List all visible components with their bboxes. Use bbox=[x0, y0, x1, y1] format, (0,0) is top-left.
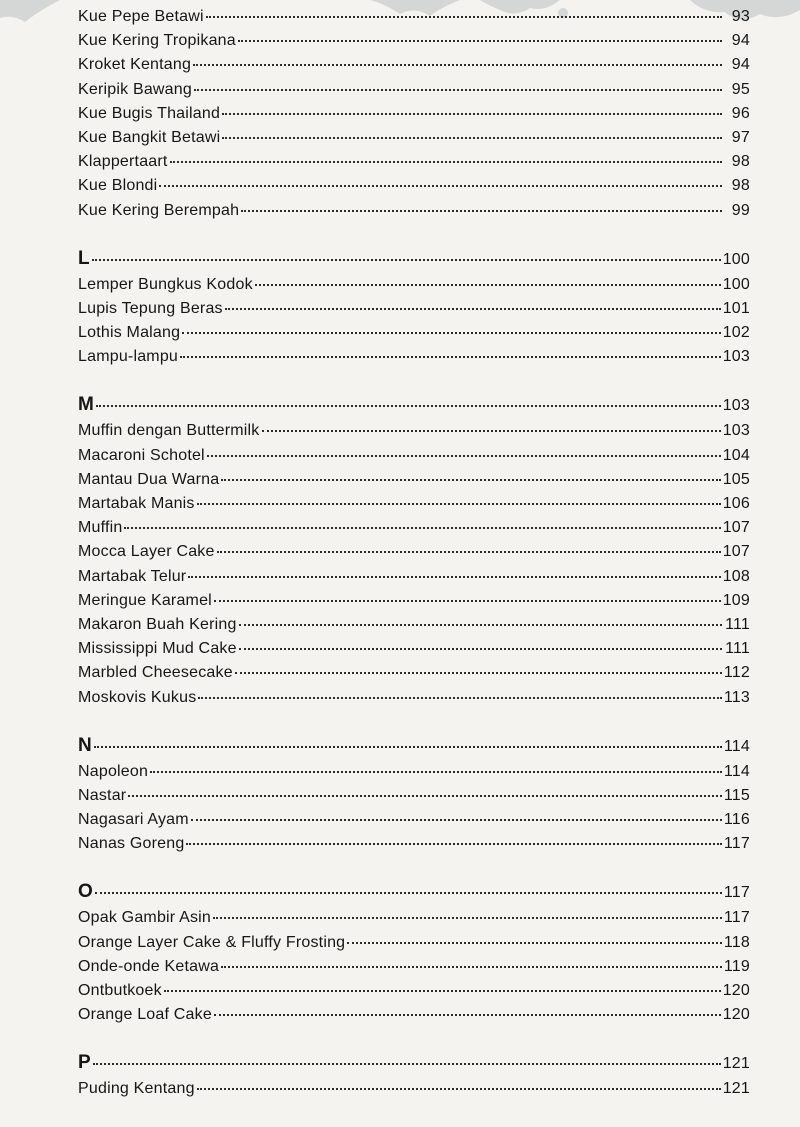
dot-leader bbox=[213, 917, 722, 919]
entry-title: Muffin bbox=[78, 519, 123, 537]
toc-entry bbox=[78, 787, 750, 811]
page-number: 114 bbox=[723, 762, 750, 780]
toc-entry bbox=[78, 934, 750, 958]
page-number: 103 bbox=[722, 348, 750, 366]
dot-leader bbox=[93, 1063, 721, 1065]
dot-leader bbox=[193, 64, 722, 66]
dot-leader bbox=[128, 795, 722, 797]
toc-entry bbox=[78, 568, 750, 592]
page-number: 114 bbox=[723, 737, 750, 755]
toc-entry bbox=[78, 105, 750, 129]
dot-leader bbox=[180, 356, 721, 358]
entry-title: Martabak Telur bbox=[78, 567, 187, 585]
toc-entry bbox=[78, 8, 750, 32]
section-letter: L bbox=[78, 247, 90, 269]
page-number: 96 bbox=[731, 104, 750, 122]
entry-title: Opak Gambir Asin bbox=[78, 909, 212, 927]
page-number: 95 bbox=[731, 80, 750, 98]
dot-leader bbox=[221, 479, 720, 481]
page-number: 103 bbox=[722, 397, 750, 415]
entry-title: Lothis Malang bbox=[78, 324, 181, 342]
entry-title: Kroket Kentang bbox=[78, 56, 192, 74]
entry-title: Lemper Bungkus Kodok bbox=[78, 275, 253, 293]
toc-entry bbox=[78, 689, 750, 713]
entry-title: Klappertaart bbox=[78, 153, 168, 171]
toc-section bbox=[78, 735, 750, 860]
page-number: 116 bbox=[723, 811, 750, 829]
page-number: 115 bbox=[723, 786, 750, 804]
dot-leader bbox=[222, 113, 722, 115]
toc-entry bbox=[78, 56, 750, 80]
page-number: 100 bbox=[722, 275, 750, 293]
page-number: 113 bbox=[723, 688, 750, 706]
entry-title: Puding Kentang bbox=[78, 1080, 195, 1098]
toc-entry bbox=[78, 471, 750, 495]
entry-title: Muffin dengan Buttermilk bbox=[78, 422, 260, 440]
entry-title: Kue Bugis Thailand bbox=[78, 104, 221, 122]
toc-section bbox=[78, 1052, 750, 1104]
toc-entry bbox=[78, 129, 750, 153]
toc-entry bbox=[78, 202, 750, 226]
entry-title: Lampu-lampu bbox=[78, 348, 179, 366]
page-number: 98 bbox=[731, 153, 750, 171]
dot-leader bbox=[239, 648, 722, 650]
entry-title: Nastar bbox=[78, 786, 127, 804]
dot-leader bbox=[170, 161, 722, 163]
dot-leader bbox=[197, 1088, 721, 1090]
toc-section bbox=[78, 394, 750, 712]
toc-entry bbox=[78, 32, 750, 56]
table-of-contents bbox=[78, 8, 750, 1127]
toc-entry bbox=[78, 324, 750, 348]
section-heading bbox=[78, 1052, 750, 1080]
entry-title: Macaroni Schotel bbox=[78, 446, 205, 464]
page-number: 99 bbox=[731, 201, 750, 219]
page-number: 108 bbox=[722, 567, 750, 585]
page-number: 117 bbox=[723, 884, 750, 902]
toc-entry bbox=[78, 81, 750, 105]
dot-leader bbox=[214, 600, 721, 602]
toc-entry bbox=[78, 276, 750, 300]
entry-title: Napoleon bbox=[78, 762, 149, 780]
toc-entry bbox=[78, 519, 750, 543]
toc-entry bbox=[78, 422, 750, 446]
entry-title: Marbled Cheesecake bbox=[78, 664, 233, 682]
toc-entry bbox=[78, 640, 750, 664]
entry-title: Martabak Manis bbox=[78, 495, 195, 512]
toc-entry bbox=[78, 592, 750, 616]
dot-leader bbox=[186, 843, 721, 845]
entry-title: Nagasari Ayam bbox=[78, 811, 189, 829]
toc-entry bbox=[78, 835, 750, 859]
dot-leader bbox=[207, 455, 721, 457]
dot-leader bbox=[92, 259, 721, 261]
dot-leader bbox=[198, 697, 721, 699]
page-number: 98 bbox=[731, 177, 750, 195]
page-number: 107 bbox=[722, 543, 750, 561]
page-number: 118 bbox=[723, 933, 750, 951]
section-letter: N bbox=[78, 734, 92, 756]
page-number: 107 bbox=[722, 519, 750, 537]
dot-leader bbox=[206, 16, 722, 18]
entry-title: Keripik Bawang bbox=[78, 80, 192, 98]
entry-title: Kue Blondi bbox=[78, 177, 158, 195]
page-number: 94 bbox=[731, 32, 750, 50]
dot-leader bbox=[347, 942, 722, 944]
dot-leader bbox=[194, 89, 722, 91]
page-number: 119 bbox=[723, 957, 750, 975]
entry-title: Orange Layer Cake & Fluffy Frosting bbox=[78, 933, 346, 951]
dot-leader bbox=[217, 551, 721, 553]
entry-title: Mocca Layer Cake bbox=[78, 543, 215, 561]
dot-leader bbox=[159, 185, 722, 187]
page-number: 117 bbox=[723, 835, 750, 853]
toc-entry bbox=[78, 543, 750, 567]
toc-entry bbox=[78, 447, 750, 471]
section-letter: M bbox=[78, 394, 95, 416]
section-heading bbox=[78, 394, 750, 422]
section-letter: O bbox=[78, 881, 93, 903]
entry-title: Kue Bangkit Betawi bbox=[78, 128, 221, 146]
dot-leader bbox=[182, 332, 720, 334]
dot-leader bbox=[191, 819, 722, 821]
page-number: 100 bbox=[722, 250, 750, 268]
page-number: 109 bbox=[722, 591, 750, 609]
page-number: 121 bbox=[722, 1055, 750, 1073]
dot-leader bbox=[197, 503, 721, 505]
page-number: 103 bbox=[722, 422, 750, 440]
dot-leader bbox=[95, 892, 722, 894]
section-heading bbox=[78, 735, 750, 763]
dot-leader bbox=[222, 137, 722, 139]
dot-leader bbox=[164, 990, 721, 992]
toc-entry bbox=[78, 664, 750, 688]
toc-entry bbox=[78, 763, 750, 787]
toc-entry bbox=[78, 300, 750, 324]
page-number: 102 bbox=[722, 324, 750, 342]
dot-leader bbox=[221, 966, 722, 968]
page-number: 117 bbox=[723, 909, 750, 927]
section-heading bbox=[78, 248, 750, 276]
page-number: 97 bbox=[731, 128, 750, 146]
toc-entry bbox=[78, 811, 750, 835]
toc-entry bbox=[78, 495, 750, 519]
page-number: 121 bbox=[722, 1080, 750, 1098]
dot-leader bbox=[124, 527, 720, 529]
page-number: 112 bbox=[723, 664, 750, 682]
dot-leader bbox=[255, 284, 721, 286]
dot-leader bbox=[96, 405, 721, 407]
dot-leader bbox=[241, 210, 722, 212]
dot-leader bbox=[150, 771, 722, 773]
page-number: 111 bbox=[725, 640, 750, 658]
section-letter: P bbox=[78, 1052, 91, 1074]
page-number: 120 bbox=[722, 1006, 750, 1024]
dot-leader bbox=[262, 430, 721, 432]
page-number: 105 bbox=[722, 470, 750, 488]
toc-entry bbox=[78, 153, 750, 177]
page-number: 111 bbox=[725, 615, 750, 633]
toc-section bbox=[78, 881, 750, 1030]
entry-title: Nanas Goreng bbox=[78, 835, 185, 853]
dot-leader bbox=[239, 624, 722, 626]
toc-entry bbox=[78, 616, 750, 640]
page-number: 120 bbox=[722, 982, 750, 999]
dot-leader bbox=[188, 576, 720, 578]
toc-entry bbox=[78, 909, 750, 933]
dot-leader bbox=[238, 40, 722, 42]
entry-title: Orange Loaf Cake bbox=[78, 1006, 212, 1024]
entry-title: Kue Kering Berempah bbox=[78, 201, 240, 219]
page-number: 101 bbox=[722, 299, 750, 317]
entry-title: Kue Pepe Betawi bbox=[78, 8, 204, 25]
toc-entry bbox=[78, 1080, 750, 1104]
entry-title: Onde-onde Ketawa bbox=[78, 957, 220, 975]
toc-section bbox=[78, 248, 750, 373]
dot-leader bbox=[225, 308, 721, 310]
entry-title: Makaron Buah Kering bbox=[78, 615, 237, 633]
toc-entry bbox=[78, 348, 750, 372]
page-number: 94 bbox=[731, 56, 750, 74]
page-number: 104 bbox=[722, 446, 750, 464]
dot-leader bbox=[214, 1014, 721, 1016]
entry-title: Mantau Dua Warna bbox=[78, 470, 220, 488]
entry-title: Moskovis Kukus bbox=[78, 688, 197, 706]
page-number: 106 bbox=[722, 495, 750, 512]
dot-leader bbox=[235, 672, 722, 674]
toc-entry bbox=[78, 177, 750, 201]
entry-title: Kue Kering Tropikana bbox=[78, 32, 236, 50]
entry-title: Mississippi Mud Cake bbox=[78, 640, 237, 658]
toc-entry bbox=[78, 958, 750, 982]
toc-entry bbox=[78, 1006, 750, 1030]
section-heading bbox=[78, 881, 750, 909]
entry-title: Meringue Karamel bbox=[78, 591, 212, 609]
entry-title: Ontbutkoek bbox=[78, 982, 162, 999]
dot-leader bbox=[94, 746, 722, 748]
page-number: 93 bbox=[731, 8, 750, 25]
toc-entry bbox=[78, 982, 750, 1006]
entry-title: Lupis Tepung Beras bbox=[78, 299, 223, 317]
toc-section bbox=[78, 8, 750, 226]
